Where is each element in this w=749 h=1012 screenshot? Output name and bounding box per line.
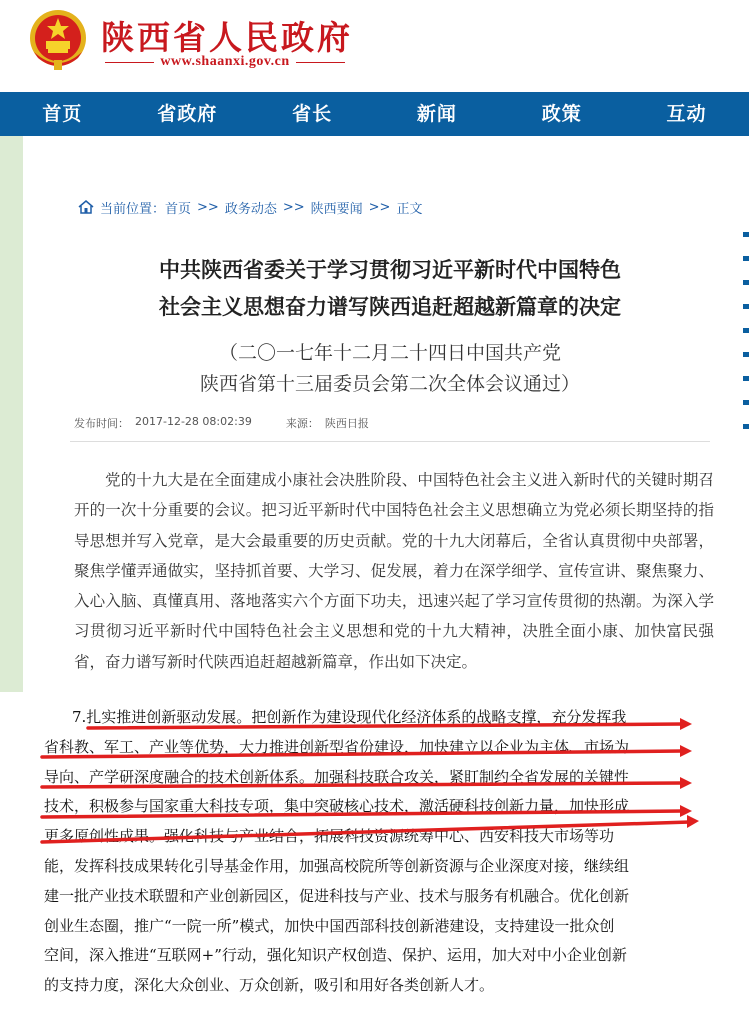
section-7-line: 空间，深入推进“互联网+”行动，强化知识产权创造、保护、运用，加大对中小企业创新 (44, 946, 627, 965)
nav-news[interactable]: 新闻 (416, 103, 457, 125)
section-7-paragraph (44, 703, 694, 1001)
right-marker[interactable] (743, 424, 749, 429)
right-marker[interactable] (743, 400, 749, 405)
right-side-links (743, 232, 749, 692)
breadcrumb-separator: >> (368, 199, 391, 215)
breadcrumb-separator: >> (282, 199, 305, 215)
section-7-line: 能，发挥科技成果转化引导基金作用，加强高校院所等创新资源与企业深度对接，继续组 (44, 856, 630, 875)
breadcrumb-home[interactable]: 首页 (165, 201, 192, 217)
article-subtitle-line1: （二〇一七年十二月二十四日中国共产党 (218, 342, 561, 364)
right-marker[interactable] (743, 328, 749, 333)
nav-governor[interactable]: 省长 (292, 103, 333, 125)
right-marker[interactable] (743, 304, 749, 309)
article-meta (74, 415, 369, 431)
publish-label: 发布时间： (74, 417, 129, 430)
breadcrumb-prefix: 当前位置： (100, 201, 166, 217)
nav-policy[interactable]: 政策 (541, 103, 582, 125)
article-intro-paragraph: 党的十九大是在全面建成小康社会决胜阶段、中国特色社会主义进入新时代的关键时期召开的一次十分重要的会议。把习近平新时代中国特色社会主义思想确立为党必须长期坚持的指导思想并写入党章，是大会最重要的历史贡献。党的十九大闭幕后，全省认真贯彻中央部署，聚焦学懂弄通做实，坚持抓首要、大学习、促发展，着力在深学细学、宣传宣讲、聚焦聚力、入心入脑、真懂真用、落地落实六个方面下功夫，迅速兴起了学习宣传贯彻的热潮。为深入学习贯彻习近平新时代中国特色社会主义思想和党的十九大精神，决胜全面小康、加快富民强省，奋力谱写新时代陕西追赶超越新篇章，作出如下决定。 (74, 471, 714, 671)
publish-time: 2017-12-28 08:02:39 (135, 415, 252, 428)
article-subtitle-line2: 陕西省第十三届委员会第二次全体会议通过） (199, 373, 580, 395)
national-emblem-icon[interactable] (28, 8, 88, 72)
source-label: 来源： (285, 417, 319, 430)
site-header (0, 0, 749, 92)
section-7-line: 导向、产学研深度融合的技术创新体系。加强科技联合攻关，紧盯制约全省发展的关键性 (44, 767, 630, 786)
right-marker[interactable] (743, 352, 749, 357)
section-7-line: 建一批产业技术联盟和产业创新园区，促进科技与产业、技术与服务有机融合。优化创新 (44, 886, 630, 905)
section-7-line: 技术，积极参与国家重大科技专项，集中突破核心技术，激活硬科技创新力量，加快形成 (44, 797, 630, 816)
breadcrumb-separator: >> (197, 199, 219, 215)
breadcrumb (78, 197, 422, 217)
right-marker[interactable] (743, 232, 749, 237)
site-name[interactable]: 陕西省人民政府 (101, 18, 353, 57)
breadcrumb-shaanxi-news[interactable]: 陕西要闻 (310, 201, 363, 217)
section-7-line: 7.扎实推进创新驱动发展。把创新作为建设现代化经济体系的战略支撑，充分发挥我 (72, 708, 627, 726)
site-url[interactable]: www.shaanxi.gov.cn (160, 54, 290, 69)
main-nav (0, 92, 749, 136)
breadcrumb-government-affairs[interactable]: 政务动态 (224, 201, 277, 217)
section-7-line: 的支持力度，深化大众创业、万众创新，吸引和用好各类创新人才。 (44, 976, 495, 995)
meta-divider (70, 441, 710, 442)
source: 陕西日报 (324, 417, 369, 430)
article-title-line2: 社会主义思想奋力谱写陕西追赶超越新篇章的决定 (159, 295, 621, 319)
url-rule-left (105, 62, 154, 63)
nav-interaction[interactable]: 互动 (666, 103, 707, 125)
section-7-line: 更多原创性成果。强化科技与产业结合，拓展科技资源统筹中心、西安科技大市场等功 (44, 827, 615, 846)
section-7-line: 创业生态圈，推广“一院一所”模式，加快中国西部科技创新港建设，支持建设一批众创 (44, 916, 615, 935)
breadcrumb-current[interactable]: 正文 (396, 201, 423, 217)
url-rule-right (296, 62, 345, 63)
left-side-stripe (0, 136, 23, 692)
nav-home[interactable]: 首页 (42, 103, 83, 125)
meta-spacer (258, 415, 280, 431)
right-marker[interactable] (743, 256, 749, 261)
section-7-line: 省科教、军工、产业等优势，大力推进创新型省份建设，加快建立以企业为主体、市场为 (44, 737, 630, 756)
home-icon (78, 199, 94, 215)
right-marker[interactable] (743, 376, 749, 381)
site-url-row (105, 52, 345, 72)
article-title-line1: 中共陕西省委关于学习贯彻习近平新时代中国特色 (159, 258, 621, 282)
nav-provincial-government[interactable]: 省政府 (157, 103, 218, 125)
right-marker[interactable] (743, 280, 749, 285)
